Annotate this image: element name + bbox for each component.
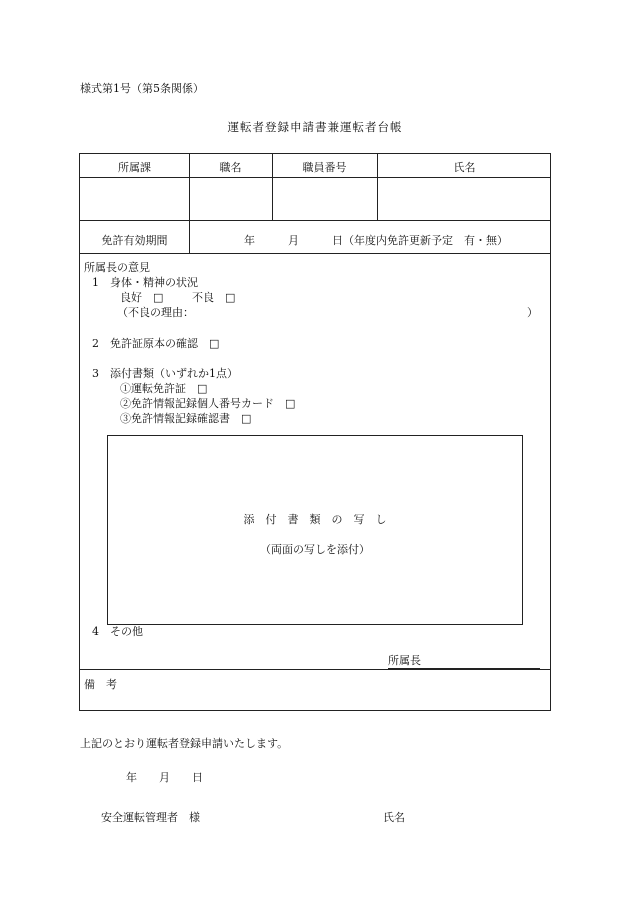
registration-table <box>79 153 551 711</box>
row-divider <box>80 220 550 221</box>
col-header-name: 氏名 <box>453 161 476 174</box>
chief-signature-line[interactable] <box>388 652 540 669</box>
addressee: 安全運転管理者 様 <box>101 811 200 824</box>
attach-drivers-license-checkbox[interactable]: ①運転免許証 □ <box>120 382 208 395</box>
form-number: 様式第1号（第5条関係） <box>80 82 204 95</box>
row-divider <box>80 253 550 254</box>
attachment-note: （両面の写しを添付） <box>260 543 370 556</box>
application-statement: 上記のとおり運転者登録申請いたします。 <box>80 737 289 750</box>
health-status-title: 1 身体・精神の状況 <box>92 276 198 289</box>
row-divider <box>80 669 550 670</box>
col-header-staff-number: 職員番号 <box>302 161 347 174</box>
health-bad-checkbox[interactable]: 不良 □ <box>192 291 236 304</box>
attach-record-confirmation-checkbox[interactable]: ③免許情報記録確認書 □ <box>120 412 252 425</box>
other-item: 4 その他 <box>92 625 143 638</box>
page-title: 運転者登録申請書兼運転者台帳 <box>227 120 403 134</box>
bad-reason-close: ） <box>527 306 538 319</box>
row-divider <box>80 177 550 178</box>
applicant-name-label: 氏名 <box>383 811 405 824</box>
col-header-department: 所属課 <box>118 161 151 174</box>
application-date[interactable]: 年 月 日 <box>126 771 203 784</box>
license-original-checkbox[interactable]: 2 免許証原本の確認 □ <box>92 337 220 350</box>
chief-label: 所属長 <box>388 654 421 667</box>
remarks-label: 備 考 <box>84 678 117 691</box>
attach-mynumber-card-checkbox[interactable]: ②免許情報記録個人番号カード □ <box>120 397 296 410</box>
license-period-date[interactable]: 年 月 日（年度内免許更新予定 有・無） <box>244 234 508 247</box>
opinion-heading: 所属長の意見 <box>84 261 150 274</box>
attachment-title: 添 付 書 類 の 写 し <box>243 513 387 526</box>
col-header-position: 職名 <box>219 161 242 174</box>
health-good-checkbox[interactable]: 良好 □ <box>120 291 164 304</box>
attached-docs-title: 3 添付書類（いずれか1点） <box>92 367 238 380</box>
bad-reason-label: （不良の理由： <box>117 306 194 319</box>
license-period-label: 免許有効期間 <box>101 234 168 247</box>
attachment-copy-area[interactable] <box>107 435 523 625</box>
